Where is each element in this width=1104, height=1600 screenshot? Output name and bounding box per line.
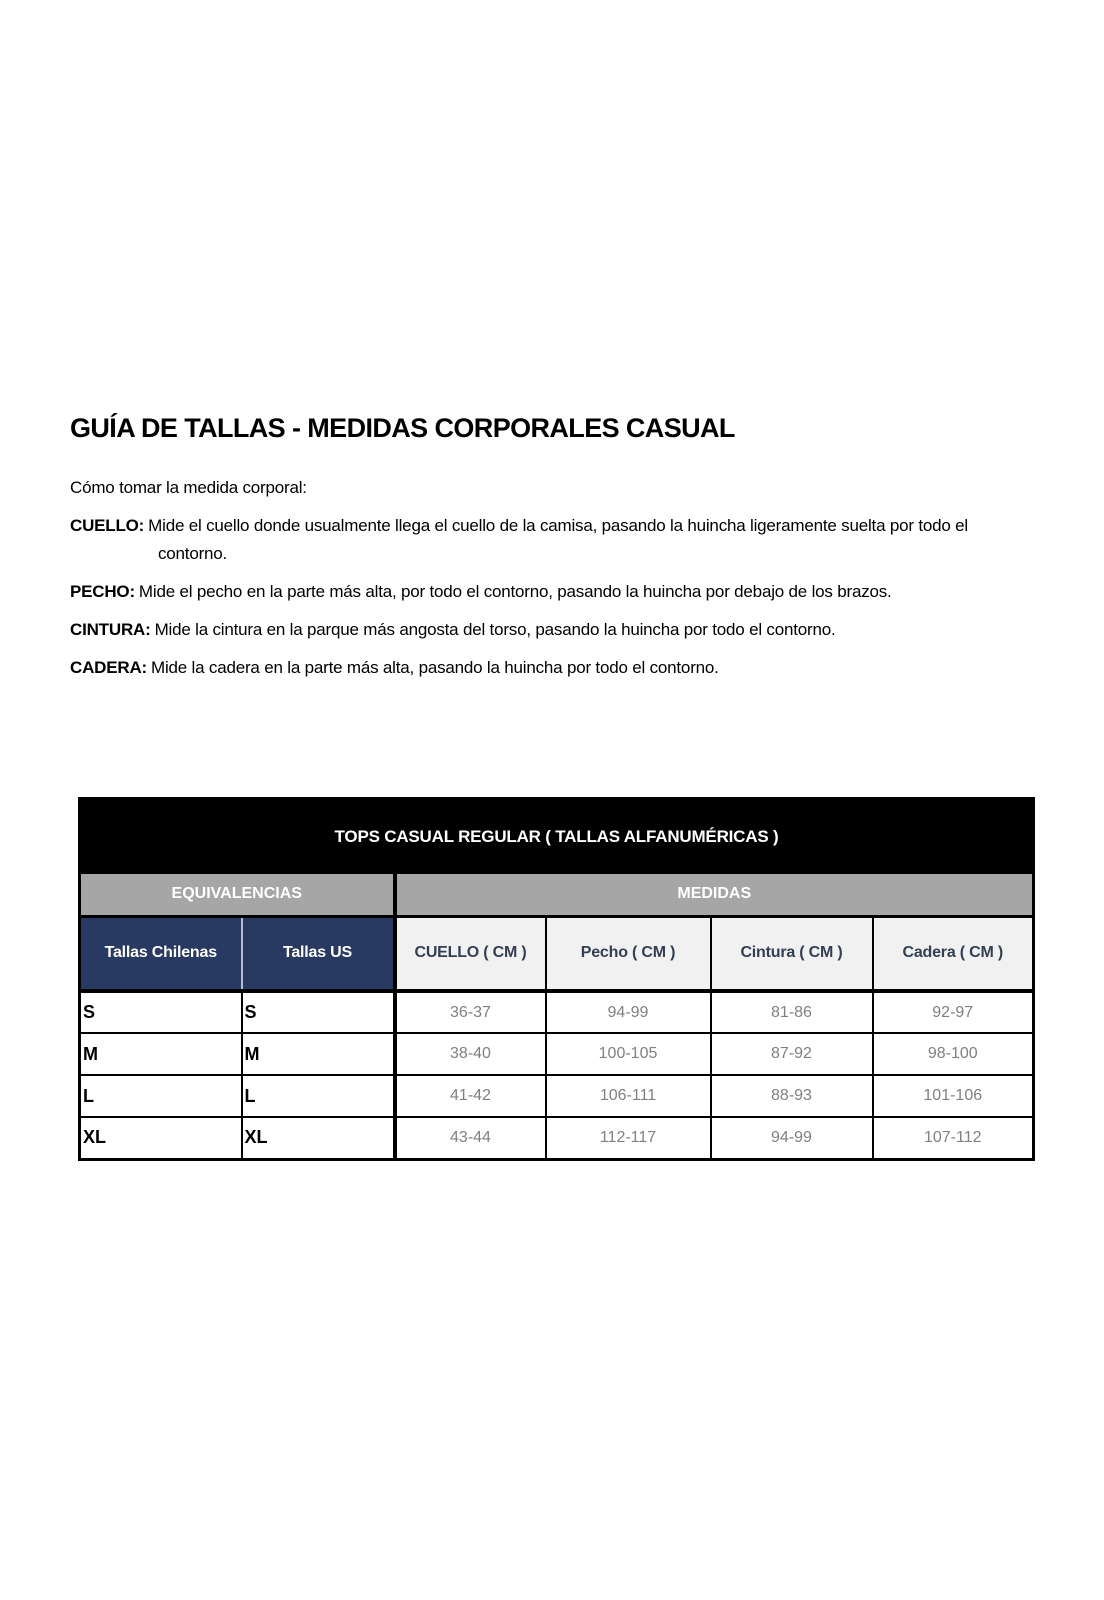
table-group-row: [80, 874, 1034, 916]
column-header-cadera: Cadera ( CM ): [873, 916, 1034, 991]
table-title: TOPS CASUAL REGULAR ( TALLAS ALFANUMÉRICAS ): [80, 798, 1034, 874]
column-header-tallas-us: Tallas US: [242, 916, 395, 991]
cell-talla-chilena: L: [80, 1075, 242, 1117]
cell-talla-chilena: M: [80, 1033, 242, 1075]
cell-cadera: 101-106: [873, 1075, 1034, 1117]
column-header-tallas-chilenas: Tallas Chilenas: [80, 916, 242, 991]
cell-cintura: 88-93: [711, 1075, 873, 1117]
cell-talla-us: S: [242, 991, 395, 1033]
group-header-medidas: MEDIDAS: [395, 874, 1034, 916]
column-header-cintura: Cintura ( CM ): [711, 916, 873, 991]
table-row-m: [80, 1033, 1034, 1075]
column-header-pecho: Pecho ( CM ): [546, 916, 711, 991]
cell-cuello: 43-44: [395, 1117, 546, 1159]
cell-cadera: 107-112: [873, 1117, 1034, 1159]
cell-cintura: 87-92: [711, 1033, 873, 1075]
definition-cadera: [70, 654, 1034, 682]
cell-talla-chilena: S: [80, 991, 242, 1033]
definition-text: Mide la cadera en la parte más alta, pasando la huincha por todo el contorno.: [150, 657, 719, 677]
table-row-l: [80, 1075, 1034, 1117]
definition-text: Mide la cintura en la parque más angosta del torso, pasando la huincha por todo el contorno.: [154, 619, 836, 639]
definition-text: Mide el pecho en la parte más alta, por todo el contorno, pasando la huincha por debajo de los brazos.: [138, 581, 892, 601]
definition-label: PECHO:: [70, 581, 135, 601]
cell-talla-us: L: [242, 1075, 395, 1117]
intro-text: Cómo tomar la medida corporal:: [70, 477, 307, 497]
table-row-s: [80, 991, 1034, 1033]
cell-talla-us: M: [242, 1033, 395, 1075]
cell-pecho: 94-99: [546, 991, 711, 1033]
cell-cadera: 98-100: [873, 1033, 1034, 1075]
column-header-cuello: CUELLO ( CM ): [395, 916, 546, 991]
cell-talla-us: XL: [242, 1117, 395, 1159]
definition-text: Mide el cuello donde usualmente llega el cuello de la camisa, pasando la huincha ligeramente suelta por todo el contorno.: [148, 515, 968, 563]
cell-cintura: 94-99: [711, 1117, 873, 1159]
cell-cuello: 41-42: [395, 1075, 546, 1117]
definition-label: CADERA:: [70, 657, 147, 677]
cell-pecho: 112-117: [546, 1117, 711, 1159]
page-title: GUÍA DE TALLAS - MEDIDAS CORPORALES CASUAL: [70, 413, 735, 443]
cell-cadera: 92-97: [873, 991, 1034, 1033]
table-title-row: [80, 798, 1034, 874]
cell-cuello: 38-40: [395, 1033, 546, 1075]
cell-cuello: 36-37: [395, 991, 546, 1033]
size-chart-table: [78, 797, 1035, 1161]
table-row-xl: [80, 1117, 1034, 1159]
table-column-header-row: [80, 916, 1034, 991]
definition-cuello: [70, 512, 1034, 568]
cell-talla-chilena: XL: [80, 1117, 242, 1159]
cell-cintura: 81-86: [711, 991, 873, 1033]
definition-label: CINTURA:: [70, 619, 151, 639]
cell-pecho: 106-111: [546, 1075, 711, 1117]
definition-pecho: [70, 578, 1034, 606]
definition-label: CUELLO:: [70, 515, 145, 535]
group-header-equivalencias: EQUIVALENCIAS: [80, 874, 395, 916]
cell-pecho: 100-105: [546, 1033, 711, 1075]
definition-cintura: [70, 616, 1034, 644]
